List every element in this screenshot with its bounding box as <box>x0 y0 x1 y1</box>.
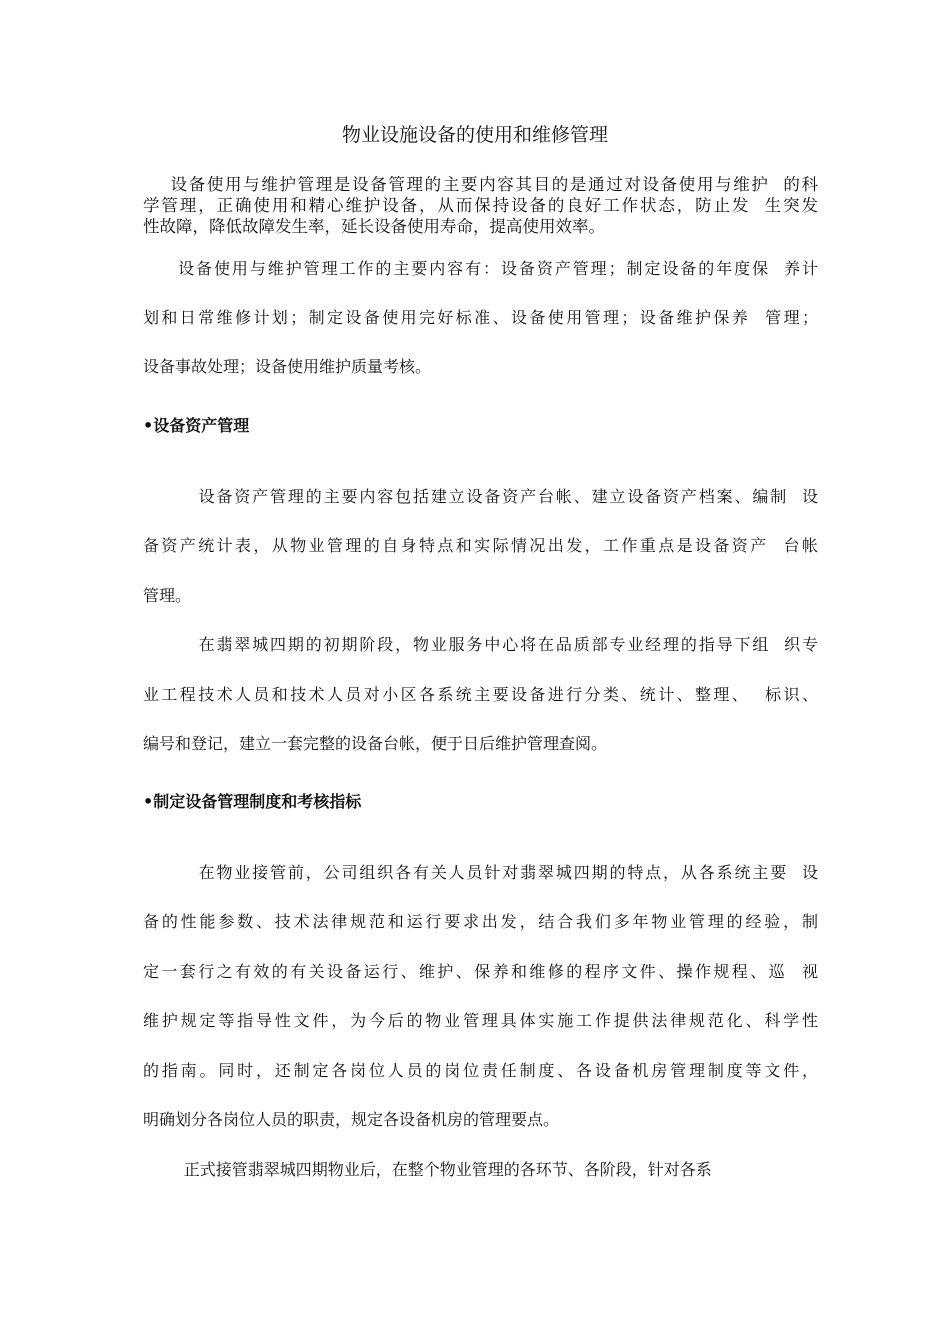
section2-paragraph2-line-1: 正式接管翡翠城四期物业后，在整个物业管理的各环节、各阶段，针对各系 <box>143 1160 712 1179</box>
section-heading-asset-management: •设备资产管理 <box>143 416 250 435</box>
intro-line-3: 性故障，降低故障发生率，延长设备使用寿命，提高使用效率。 <box>143 217 605 236</box>
contents-line-2: 划和日常维修计划；制定设备使用完好标准、设备使用管理；设备维护保养 管理； <box>143 308 818 327</box>
section2-paragraph1-line-4: 维护规定等指导性文件，为今后的物业管理具体实施工作提供法律规范化、科学性 <box>143 1011 818 1030</box>
intro-line-2: 学管理，正确使用和精心维护设备，从而保持设备的良好工作状态，防止发 生突发 <box>143 196 818 215</box>
document-title: 物业设施设备的使用和维修管理 <box>341 124 608 146</box>
section2-paragraph1-line-6: 明确划分各岗位人员的职责，规定各设备机房的管理要点。 <box>143 1110 560 1129</box>
contents-line-1: 设备使用与维护管理工作的主要内容有：设备资产管理；制定设备的年度保 养计 <box>143 259 818 278</box>
section-heading-rules-and-indicators: •制定设备管理制度和考核指标 <box>143 792 362 811</box>
section1-paragraph1-line-2: 备资产统计表，从物业管理的自身特点和实际情况出发，工作重点是设备资产 台帐 <box>143 536 818 555</box>
intro-line-1: 设备使用与维护管理是设备管理的主要内容其目的是通过对设备使用与维护 的科 <box>143 175 818 194</box>
contents-line-3: 设备事故处理；设备使用维护质量考核。 <box>143 357 432 376</box>
section1-paragraph1-line-1: 设备资产管理的主要内容包括建立设备资产台帐、建立设备资产档案、编制 设 <box>143 487 818 506</box>
section1-paragraph2-line-1: 在翡翠城四期的初期阶段，物业服务中心将在品质部专业经理的指导下组 织专 <box>143 635 818 654</box>
section1-paragraph1-line-3: 管理。 <box>143 586 192 605</box>
section2-paragraph1-line-1: 在物业接管前，公司组织各有关人员针对翡翠城四期的特点，从各系统主要 设 <box>143 863 818 882</box>
section2-paragraph1-line-2: 备的性能参数、技术法律规范和运行要求出发，结合我们多年物业管理的经验，制 <box>143 912 818 931</box>
section2-paragraph1-line-3: 定一套行之有效的有关设备运行、维护、保养和维修的程序文件、操作规程、巡 视 <box>143 962 818 981</box>
section2-paragraph1-line-5: 的指南。同时，还制定各岗位人员的岗位责任制度、各设备机房管理制度等文件， <box>143 1061 818 1080</box>
section1-paragraph2-line-3: 编号和登记，建立一套完整的设备台帐，便于日后维护管理查阅。 <box>143 734 608 753</box>
section1-paragraph2-line-2: 业工程技术人员和技术人员对小区各系统主要设备进行分类、统计、整理、 标识、 <box>143 685 818 704</box>
